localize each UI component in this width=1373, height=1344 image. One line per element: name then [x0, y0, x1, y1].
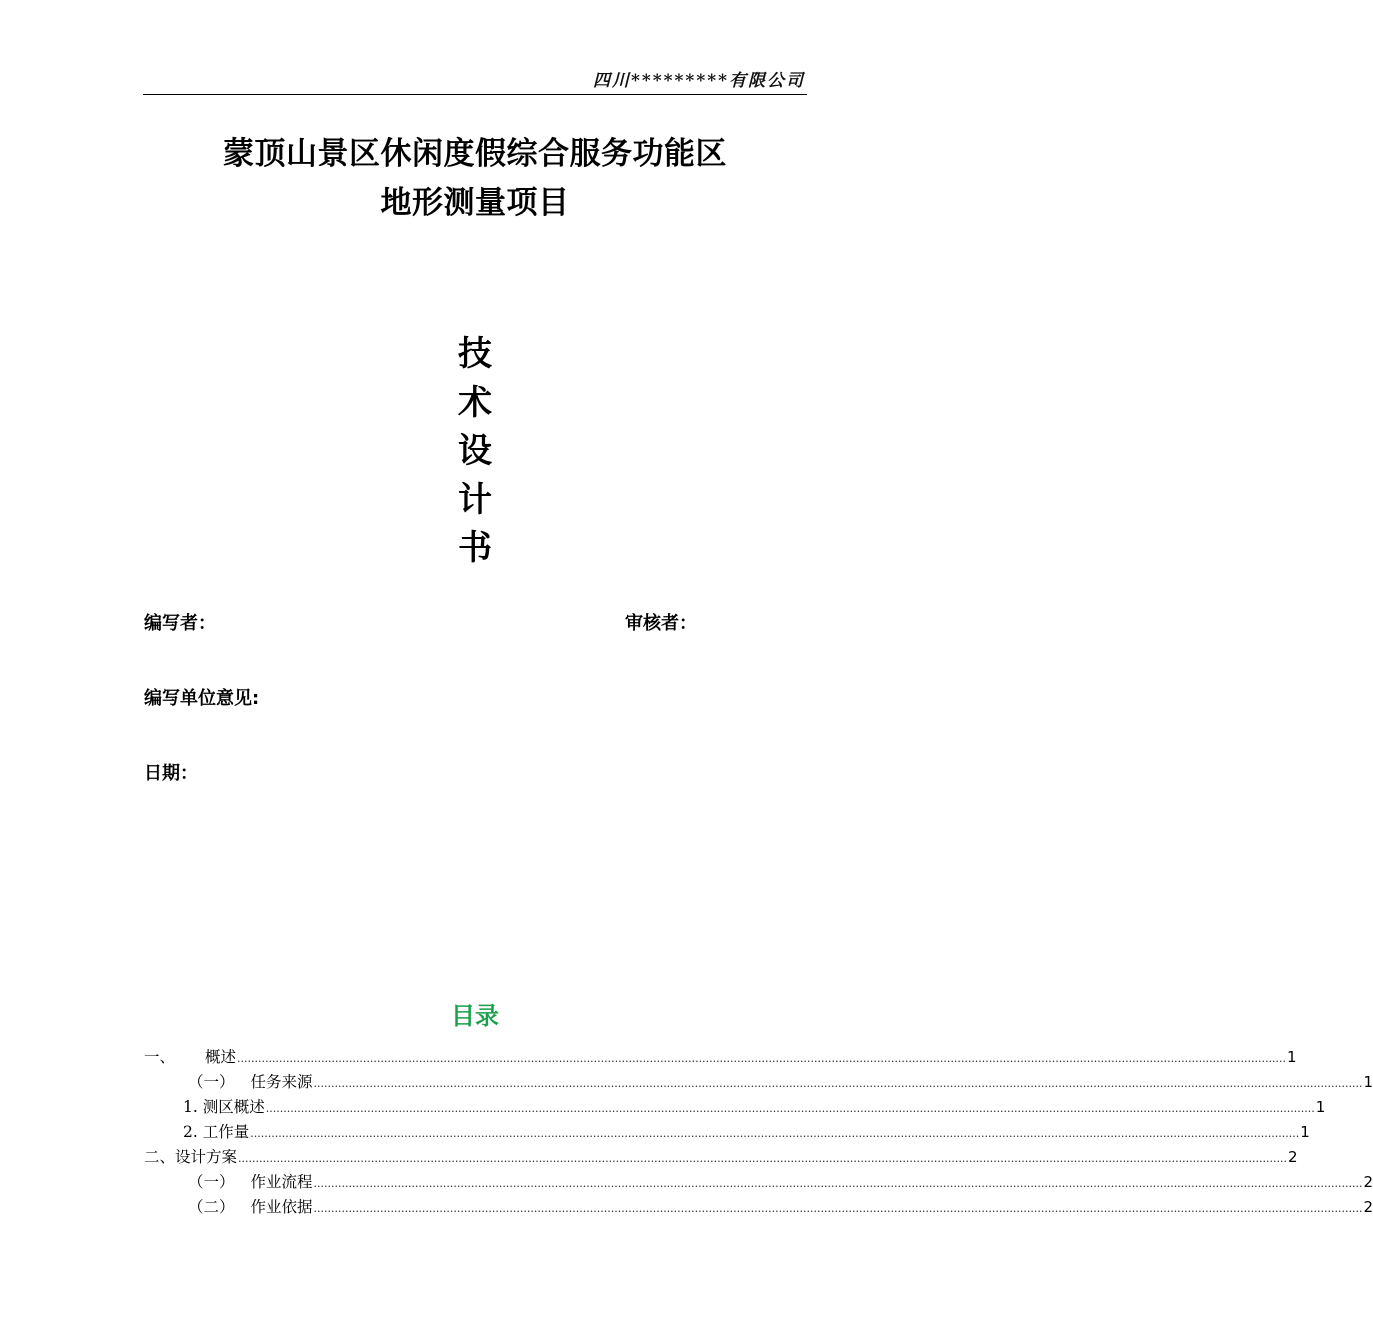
toc-leader-dots: ............................................................................................................................................................................................................................................................................................................ [250, 1127, 1300, 1140]
toc-leader-dots: ............................................................................................................................................................................................................................................................................................................ [313, 1202, 1363, 1215]
toc-entry[interactable] [144, 1120, 1310, 1145]
header-company-name: 四川*********有限公司 [592, 71, 805, 91]
toc-entry-number: 一、 [144, 1048, 176, 1066]
toc-leader-dots: ............................................................................................................................................................................................................................................................................................................ [265, 1102, 1315, 1115]
toc-entry[interactable] [144, 1070, 1373, 1095]
toc-title: 目录 [451, 1002, 499, 1030]
toc-entry-number: 2. [183, 1123, 198, 1141]
doc-type-char: 计 [458, 479, 492, 520]
toc-entry-label: 作业流程 [250, 1173, 313, 1191]
toc-entry-label: 作业依据 [250, 1198, 313, 1216]
toc-entry-label: 设计方案 [175, 1148, 238, 1166]
doc-type-char: 技 [458, 334, 492, 374]
date-label: 日期： [144, 763, 198, 784]
toc-leader-dots: ............................................................................................................................................................................................................................................................................................................ [237, 1052, 1287, 1065]
toc-entry-label: 任务来源 [250, 1073, 313, 1091]
toc-entry[interactable] [144, 1045, 1297, 1070]
toc-entry-label: 测区概述 [202, 1098, 265, 1116]
toc-entry-page: 2 [1363, 1198, 1373, 1216]
toc-entry[interactable] [144, 1195, 1373, 1220]
toc-entry-number: 二、 [144, 1148, 176, 1166]
toc-leader-dots: ............................................................................................................................................................................................................................................................................................................ [313, 1177, 1363, 1190]
toc-leader-dots: ............................................................................................................................................................................................................................................................................................................ [313, 1077, 1363, 1090]
table-of-contents [144, 1045, 1373, 1220]
toc-entry-page: 1 [1287, 1048, 1297, 1066]
doc-type-char: 书 [458, 528, 492, 568]
toc-entry-page: 2 [1288, 1148, 1298, 1166]
author-label: 编写者： [144, 613, 216, 634]
doc-type-char: 术 [458, 382, 492, 423]
project-title-line-2: 地形测量项目 [380, 185, 570, 221]
toc-entry-page: 1 [1315, 1098, 1326, 1116]
header-divider [143, 94, 807, 95]
toc-entry[interactable] [144, 1145, 1298, 1170]
toc-leader-dots: ............................................................................................................................................................................................................................................................................................................ [238, 1152, 1288, 1165]
toc-entry-number: （二） [188, 1198, 235, 1216]
toc-entry-number: （一） [188, 1073, 235, 1091]
toc-entry-number: （一） [188, 1173, 235, 1191]
toc-entry-page: 1 [1363, 1073, 1373, 1091]
toc-entry[interactable] [144, 1170, 1373, 1195]
toc-entry-page: 1 [1300, 1123, 1310, 1141]
doc-type-char: 设 [458, 431, 492, 471]
toc-entry[interactable] [144, 1095, 1326, 1120]
unit-opinion-label: 编写单位意见: [144, 688, 260, 709]
toc-entry-label: 概述 [205, 1048, 237, 1066]
document-type-vertical-title [0, 330, 950, 573]
toc-entry-label: 工作量 [202, 1123, 250, 1141]
reviewer-label: 审核者： [625, 613, 697, 634]
toc-entry-number: 1. [183, 1098, 198, 1116]
project-title-line-1: 蒙顶山景区休闲度假综合服务功能区 [223, 136, 727, 172]
toc-entry-page: 2 [1363, 1173, 1373, 1191]
